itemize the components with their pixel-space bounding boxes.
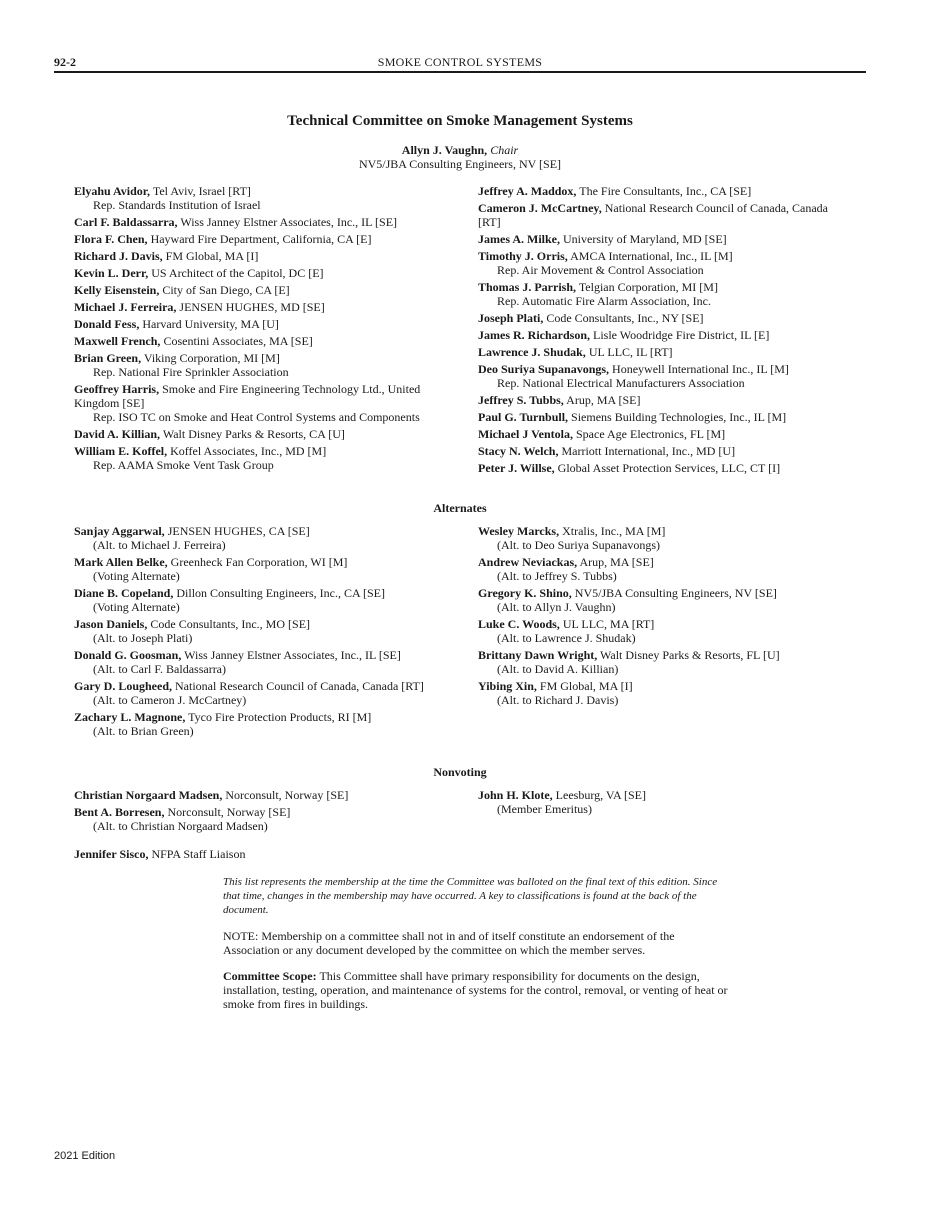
member-representation: (Alt. to Allyn J. Vaughn)	[497, 600, 616, 614]
member-entry	[478, 555, 828, 583]
member-name: Donald Fess,	[74, 317, 140, 331]
member-entry	[478, 679, 828, 707]
member-entry	[478, 280, 828, 308]
member-name: Sanjay Aggarwal,	[74, 524, 165, 538]
scope-label: Committee Scope:	[223, 969, 317, 983]
member-affiliation: Arup, MA [SE]	[579, 555, 654, 569]
chair-name: Allyn J. Vaughn,	[401, 143, 488, 157]
member-affiliation: Tyco Fire Protection Products, RI [M]	[188, 710, 372, 724]
membership-disclaimer: This list represents the membership at the time the Committee was balloted on the final text of this edition. Since that time, changes in the membership may have occurred. A key to classifications is found at the back of the document.	[223, 876, 718, 916]
member-name: Stacy N. Welch,	[478, 444, 559, 458]
member-representation: Rep. Automatic Fire Alarm Association, Inc.	[497, 294, 711, 308]
member-entry	[74, 788, 444, 802]
member-representation: (Alt. to Brian Green)	[93, 724, 194, 738]
member-entry	[74, 351, 444, 379]
member-name: Gary D. Lougheed,	[74, 679, 173, 693]
member-affiliation: Greenheck Fan Corporation, WI [M]	[170, 555, 348, 569]
member-name: Michael J. Ferreira,	[74, 300, 177, 314]
member-entry	[478, 328, 828, 342]
member-affiliation: UL LLC, MA [RT]	[562, 617, 655, 631]
member-affiliation: Dillon Consulting Engineers, Inc., CA [SE]	[176, 586, 386, 600]
member-affiliation: Viking Corporation, MI [M]	[143, 351, 280, 365]
member-entry	[478, 393, 828, 407]
member-affiliation: Koffel Associates, Inc., MD [M]	[170, 444, 327, 458]
member-affiliation: Walt Disney Parks & Resorts, CA [U]	[162, 427, 345, 441]
member-entry	[478, 362, 828, 390]
member-name: Mark Allen Belke,	[74, 555, 168, 569]
member-representation: (Alt. to Richard J. Davis)	[497, 693, 619, 707]
member-name: Elyahu Avidor,	[74, 184, 151, 198]
member-name: Maxwell French,	[74, 334, 161, 348]
member-representation: Rep. National Electrical Manufacturers Association	[497, 376, 745, 390]
scope-text: This Committee shall have primary responsibility for documents on the design, installation, testing, operation, and maintenance of systems for the control, removal, or venting of heat or smoke from fires in buildings.	[223, 969, 728, 1011]
member-entry	[74, 266, 444, 280]
member-affiliation: Norconsult, Norway [SE]	[225, 788, 349, 802]
member-entry	[478, 311, 828, 325]
member-name: Peter J. Willse,	[478, 461, 555, 475]
member-entry	[478, 524, 828, 552]
member-affiliation: Marriott International, Inc., MD [U]	[561, 444, 736, 458]
member-affiliation: Arup, MA [SE]	[566, 393, 641, 407]
member-affiliation: FM Global, MA [I]	[539, 679, 633, 693]
member-affiliation: Space Age Electronics, FL [M]	[576, 427, 726, 441]
member-representation: Rep. Air Movement & Control Association	[497, 263, 704, 277]
member-affiliation: NV5/JBA Consulting Engineers, NV [SE]	[574, 586, 777, 600]
member-name: Gregory K. Shino,	[478, 586, 572, 600]
member-affiliation: Leesburg, VA [SE]	[555, 788, 647, 802]
member-representation: Rep. Standards Institution of Israel	[93, 198, 261, 212]
member-entry	[478, 184, 828, 198]
member-entry	[74, 555, 444, 583]
member-entry	[478, 427, 828, 441]
member-name: Brian Green,	[74, 351, 142, 365]
member-entry	[74, 648, 444, 676]
member-affiliation: Telgian Corporation, MI [M]	[578, 280, 718, 294]
member-affiliation: JENSEN HUGHES, CA [SE]	[167, 524, 310, 538]
member-representation: (Voting Alternate)	[93, 569, 180, 583]
member-entry	[74, 184, 444, 212]
member-representation: (Alt. to Deo Suriya Supanavongs)	[497, 538, 660, 552]
member-name: Wesley Marcks,	[478, 524, 560, 538]
member-affiliation: Lisle Woodridge Fire District, IL [E]	[593, 328, 770, 342]
member-entry	[74, 444, 444, 472]
member-entry	[74, 334, 444, 348]
member-name: Cameron J. McCartney,	[478, 201, 602, 215]
member-representation: (Member Emeritus)	[497, 802, 592, 816]
member-representation: Rep. National Fire Sprinkler Association	[93, 365, 289, 379]
staff-liaison	[74, 847, 245, 862]
member-name: Jeffrey S. Tubbs,	[478, 393, 564, 407]
member-representation: (Alt. to Carl F. Baldassarra)	[93, 662, 227, 676]
member-entry	[74, 382, 444, 424]
member-name: Paul G. Turnbull,	[478, 410, 569, 424]
member-affiliation: US Architect of the Capitol, DC [E]	[151, 266, 324, 280]
member-entry	[74, 679, 444, 707]
chair-role: Chair	[490, 143, 519, 157]
member-entry	[74, 524, 444, 552]
member-name: James R. Richardson,	[478, 328, 591, 342]
member-entry	[74, 300, 444, 314]
member-affiliation: Wiss Janney Elstner Associates, Inc., IL [SE]	[184, 648, 401, 662]
committee-title: Technical Committee on Smoke Management Systems	[287, 113, 633, 129]
member-affiliation: Norconsult, Norway [SE]	[167, 805, 291, 819]
member-name: Luke C. Woods,	[478, 617, 560, 631]
member-name: Yibing Xin,	[478, 679, 537, 693]
member-name: Thomas J. Parrish,	[478, 280, 577, 294]
member-affiliation: Code Consultants, Inc., MO [SE]	[150, 617, 311, 631]
member-name: Lawrence J. Shudak,	[478, 345, 586, 359]
member-affiliation: National Research Council of Canada, Canada [RT]	[478, 201, 829, 229]
member-affiliation: Cosentini Associates, MA [SE]	[163, 334, 313, 348]
member-representation: (Alt. to Jeffrey S. Tubbs)	[497, 569, 617, 583]
liaison-name: Jennifer Sisco,	[74, 847, 149, 861]
member-name: Timothy J. Orris,	[478, 249, 568, 263]
member-entry	[478, 617, 828, 645]
member-name: Deo Suriya Supanavongs,	[478, 362, 610, 376]
member-entry	[74, 232, 444, 246]
alternates-right-column	[478, 524, 828, 710]
member-name: Zachary L. Magnone,	[74, 710, 186, 724]
member-affiliation: JENSEN HUGHES, MD [SE]	[179, 300, 325, 314]
member-affiliation: Siemens Building Technologies, Inc., IL [M]	[571, 410, 787, 424]
principals-right-column	[478, 184, 828, 478]
member-affiliation: Walt Disney Parks & Resorts, FL [U]	[600, 648, 780, 662]
member-entry	[478, 345, 828, 359]
membership-note: NOTE: Membership on a committee shall not in and of itself constitute an endorsement of the Association or any document developed by the committee on which the member serves.	[223, 929, 675, 957]
principals-left-column	[74, 184, 444, 475]
member-name: James A. Milke,	[478, 232, 560, 246]
member-affiliation: Smoke and Fire Engineering Technology Ltd., United Kingdom [SE]	[74, 382, 421, 410]
member-name: Diane B. Copeland,	[74, 586, 174, 600]
member-name: Kevin L. Derr,	[74, 266, 149, 280]
nonvoting-right-column	[478, 788, 828, 819]
alternates-heading: Alternates	[433, 501, 487, 515]
chair-block	[0, 143, 920, 171]
member-entry	[478, 201, 828, 229]
member-entry	[74, 283, 444, 297]
nonvoting-left-column	[74, 788, 444, 836]
member-representation: Rep. AAMA Smoke Vent Task Group	[93, 458, 274, 472]
member-entry	[478, 249, 828, 277]
member-representation: (Alt. to Michael J. Ferreira)	[93, 538, 226, 552]
member-affiliation: Wiss Janney Elstner Associates, Inc., IL [SE]	[180, 215, 398, 229]
member-entry	[478, 788, 828, 816]
member-entry	[478, 444, 828, 458]
page-number: 92-2	[54, 55, 76, 69]
member-affiliation: Honeywell International Inc., IL [M]	[612, 362, 789, 376]
member-affiliation: Global Asset Protection Services, LLC, CT [I]	[557, 461, 781, 475]
member-entry	[74, 805, 444, 833]
member-representation: (Alt. to David A. Killian)	[497, 662, 619, 676]
member-affiliation: UL LLC, IL [RT]	[588, 345, 673, 359]
member-representation: Rep. ISO TC on Smoke and Heat Control Systems and Components	[93, 410, 420, 424]
member-name: David A. Killian,	[74, 427, 161, 441]
member-representation: (Alt. to Joseph Plati)	[93, 631, 193, 645]
alternates-left-column	[74, 524, 444, 741]
member-name: Flora F. Chen,	[74, 232, 148, 246]
member-entry	[478, 232, 828, 246]
member-entry	[74, 710, 444, 738]
member-name: Jeffrey A. Maddox,	[478, 184, 577, 198]
member-name: Donald G. Goosman,	[74, 648, 182, 662]
member-affiliation: The Fire Consultants, Inc., CA [SE]	[579, 184, 752, 198]
member-entry	[478, 586, 828, 614]
member-name: Richard J. Davis,	[74, 249, 163, 263]
member-affiliation: Hayward Fire Department, California, CA [E]	[150, 232, 372, 246]
member-name: Kelly Eisenstein,	[74, 283, 160, 297]
liaison-role: NFPA Staff Liaison	[151, 847, 246, 861]
member-name: Jason Daniels,	[74, 617, 148, 631]
member-name: Carl F. Baldassarra,	[74, 215, 178, 229]
member-entry	[478, 461, 828, 475]
member-representation: (Alt. to Christian Norgaard Madsen)	[93, 819, 268, 833]
member-affiliation: AMCA International, Inc., IL [M]	[570, 249, 733, 263]
member-name: John H. Klote,	[478, 788, 553, 802]
member-entry	[74, 427, 444, 441]
member-affiliation: Xtralis, Inc., MA [M]	[562, 524, 666, 538]
page-header	[54, 53, 866, 73]
member-affiliation: University of Maryland, MD [SE]	[563, 232, 727, 246]
member-name: William E. Koffel,	[74, 444, 168, 458]
member-affiliation: Harvard University, MA [U]	[142, 317, 279, 331]
edition-footer: 2021 Edition	[54, 1150, 116, 1162]
nonvoting-heading: Nonvoting	[433, 765, 487, 779]
member-name: Joseph Plati,	[478, 311, 544, 325]
member-name: Michael J Ventola,	[478, 427, 573, 441]
member-name: Andrew Neviackas,	[478, 555, 578, 569]
member-affiliation: National Research Council of Canada, Canada [RT]	[175, 679, 424, 693]
member-name: Geoffrey Harris,	[74, 382, 160, 396]
member-name: Bent A. Borresen,	[74, 805, 165, 819]
committee-scope	[223, 969, 728, 1011]
member-entry	[74, 317, 444, 331]
member-affiliation: Tel Aviv, Israel [RT]	[152, 184, 251, 198]
member-entry	[74, 215, 444, 229]
member-entry	[478, 648, 828, 676]
member-entry	[74, 617, 444, 645]
member-representation: (Alt. to Lawrence J. Shudak)	[497, 631, 636, 645]
running-title: SMOKE CONTROL SYSTEMS	[377, 55, 543, 69]
member-entry	[74, 586, 444, 614]
member-name: Christian Norgaard Madsen,	[74, 788, 223, 802]
member-representation: (Voting Alternate)	[93, 600, 180, 614]
member-affiliation: Code Consultants, Inc., NY [SE]	[546, 311, 704, 325]
member-affiliation: City of San Diego, CA [E]	[162, 283, 290, 297]
chair-affiliation: NV5/JBA Consulting Engineers, NV [SE]	[358, 157, 562, 171]
member-entry	[74, 249, 444, 263]
member-name: Brittany Dawn Wright,	[478, 648, 598, 662]
member-entry	[478, 410, 828, 424]
member-representation: (Alt. to Cameron J. McCartney)	[93, 693, 247, 707]
member-affiliation: FM Global, MA [I]	[165, 249, 259, 263]
